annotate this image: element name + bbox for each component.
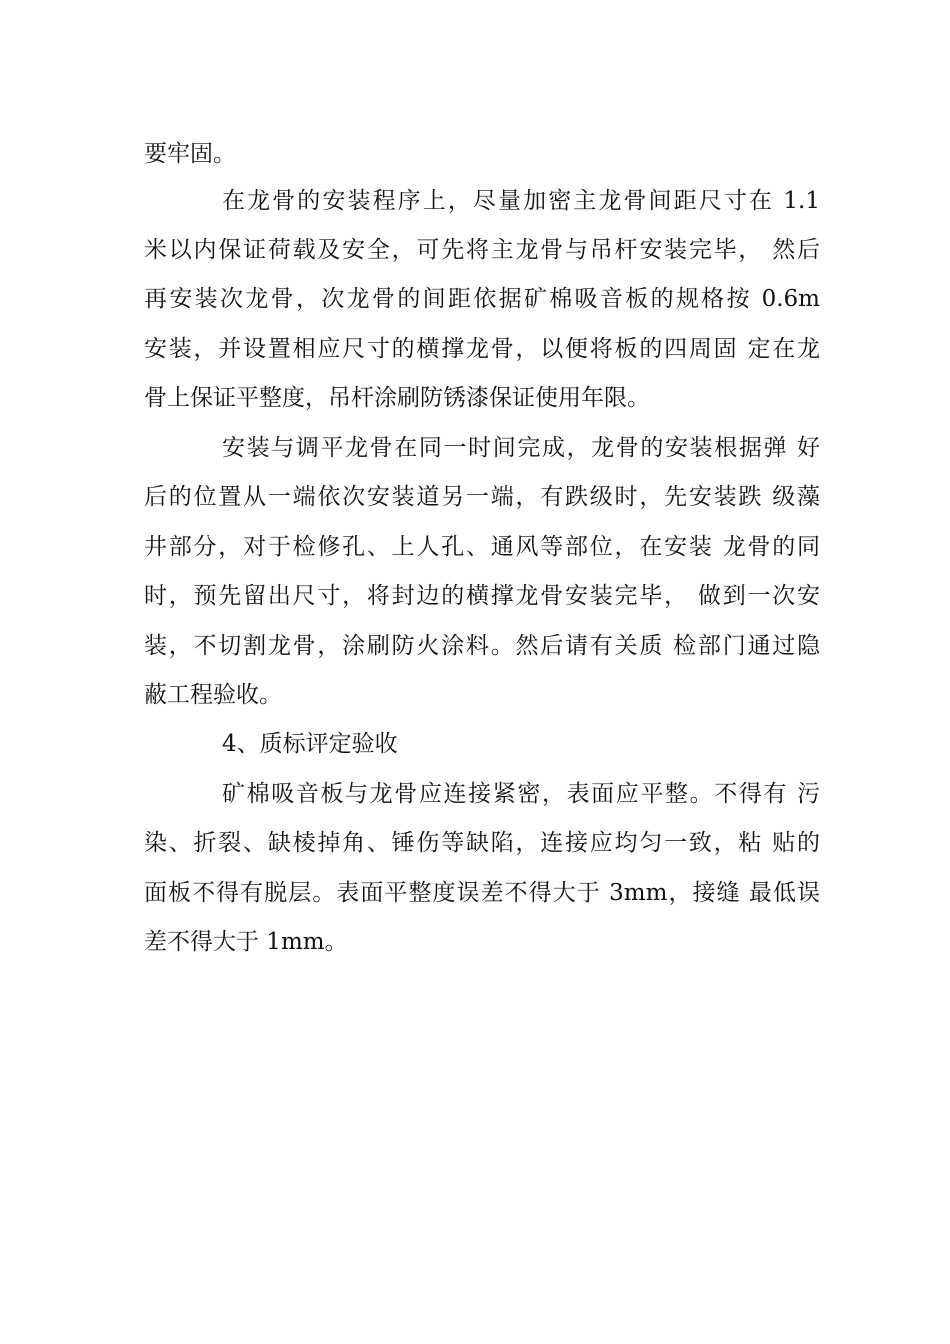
text-line-10: 时，预先留出尺寸，将封边的横撑龙骨安装完毕， 做到一次安 xyxy=(144,583,820,609)
text-line-2: 在龙骨的安装程序上，尽量加密主龙骨间距尺寸在 1.1 xyxy=(222,188,820,214)
text-line-14: 矿棉吸音板与龙骨应连接紧密，表面应平整。不得有 污 xyxy=(222,781,820,807)
text-line-3: 米以内保证荷载及安全，可先将主龙骨与吊杆安装完毕， 然后 xyxy=(144,237,820,263)
text-line-17: 差不得大于 1mm。 xyxy=(144,929,348,955)
text-line-15: 染、折裂、缺棱掉角、锤伤等缺陷，连接应均匀一致，粘 贴的 xyxy=(144,830,820,856)
text-line-16: 面板不得有脱层。表面平整度误差不得大于 3mm，接缝 最低误 xyxy=(144,880,820,906)
text-line-8: 后的位置从一端依次安装道另一端，有跌级时，先安装跌 级藻 xyxy=(144,484,820,510)
text-line-5: 安装，并设置相应尺寸的横撑龙骨，以便将板的四周固 定在龙 xyxy=(144,336,820,362)
text-line-4: 再安装次龙骨，次龙骨的间距依据矿棉吸音板的规格按 0.6m xyxy=(144,286,820,312)
text-line-12: 蔽工程验收。 xyxy=(144,682,282,708)
text-line-6: 骨上保证平整度，吊杆涂刷防锈漆保证使用年限。 xyxy=(144,385,650,411)
text-line-1: 要牢固。 xyxy=(144,141,236,167)
section-heading: 4、质标评定验收 xyxy=(222,731,398,757)
text-line-9: 井部分，对于检修孔、上人孔、通风等部位，在安装 龙骨的同 xyxy=(144,534,820,560)
text-line-11: 装，不切割龙骨，涂刷防火涂料。然后请有关质 检部门通过隐 xyxy=(144,633,820,659)
text-line-7: 安装与调平龙骨在同一时间完成，龙骨的安装根据弹 好 xyxy=(222,435,820,461)
